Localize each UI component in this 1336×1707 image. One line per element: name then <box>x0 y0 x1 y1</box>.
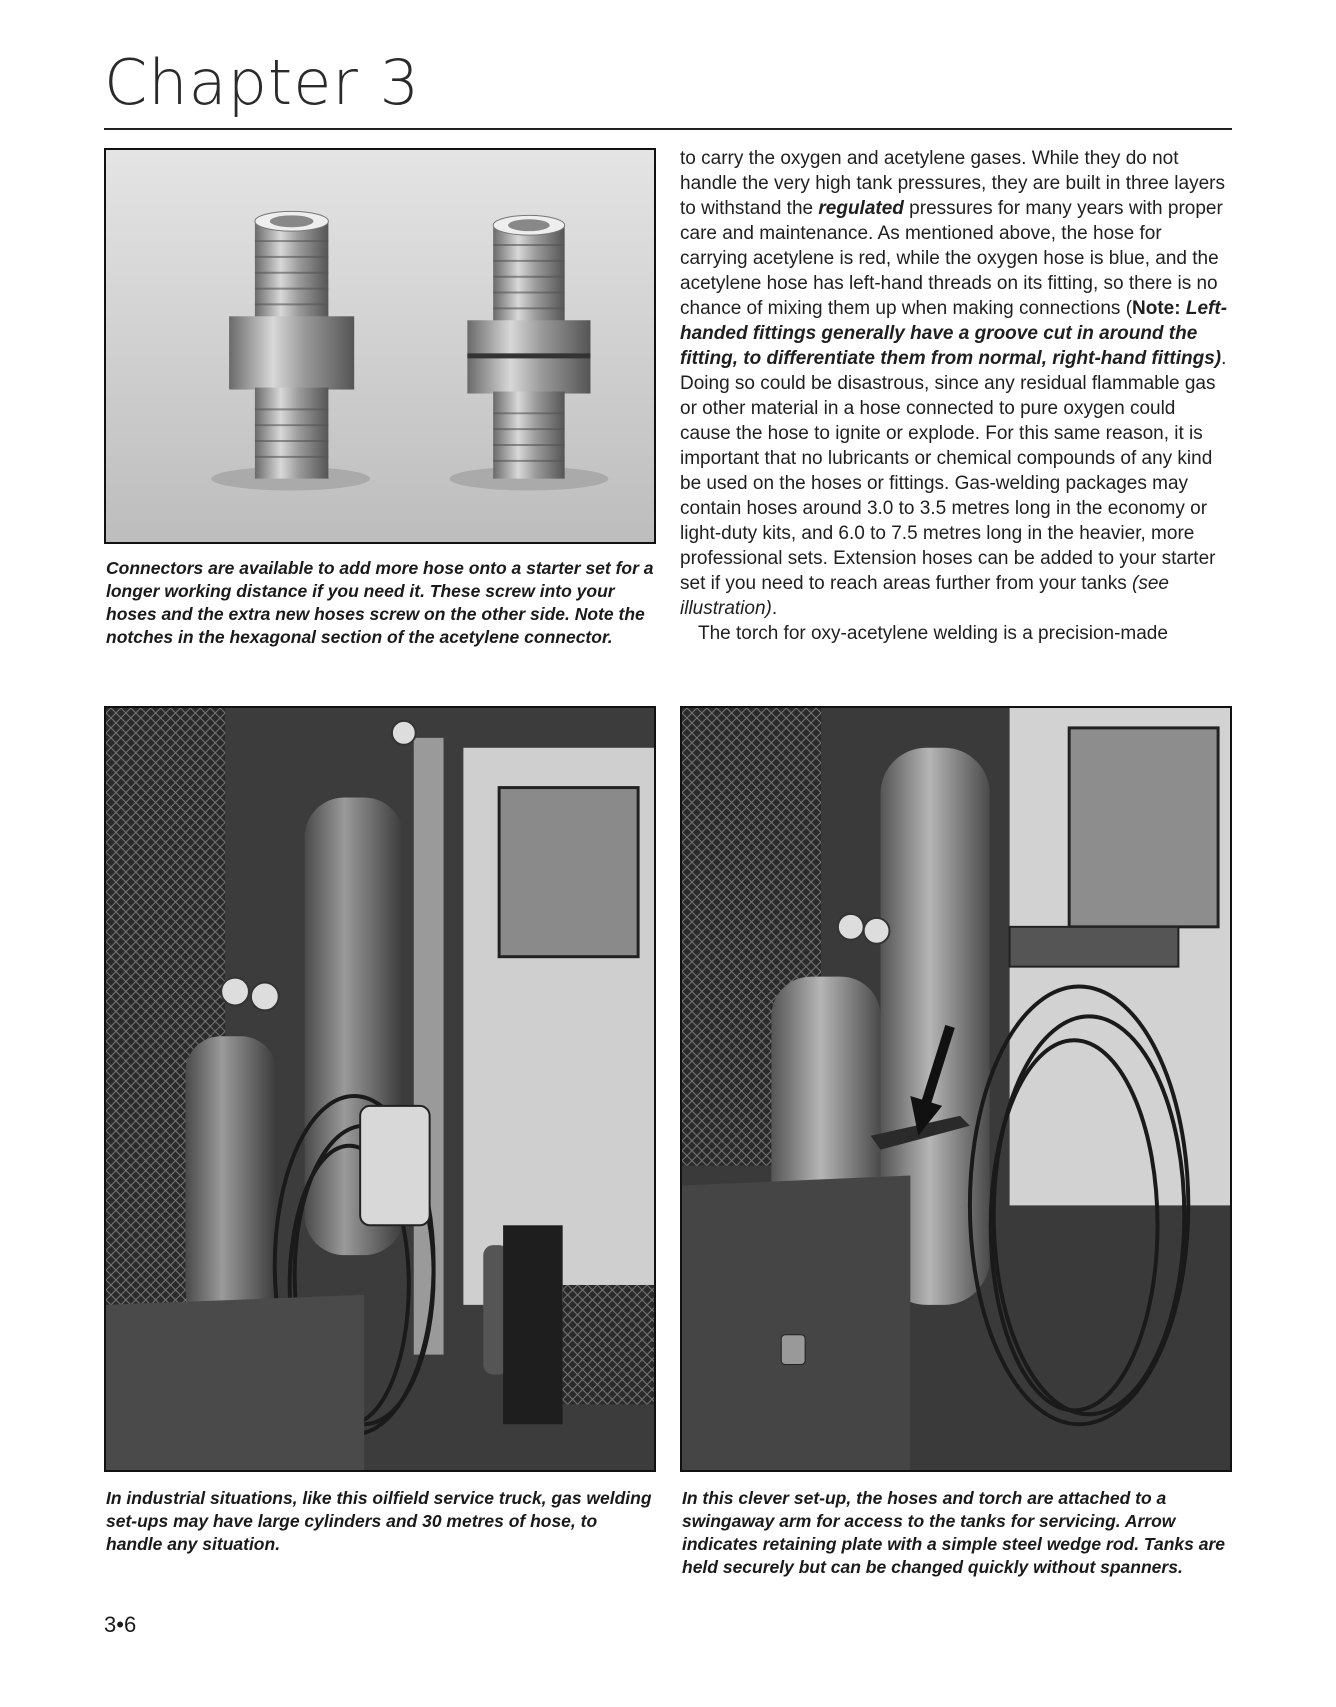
body-paragraph-1: to carry the oxygen and acetylene gases. While they do not handle the very high tank pressures, they are built in three layers to withstand the regulated pressures for many years with proper care and maintenance. As mentioned above, the hose for carrying acetylene is red, while the oxygen hose is blue, and the acetylene hose has left-hand threads on its fitting, so there is no chance of mixing them up when making connections (Note: Left-handed fittings generally have a groove cut in around the fitting, to differentiate them from normal, right-hand fittings). Doing so could be disastrous, since any residual flammable gas or other material in a hose connected to pure oxygen could cause the hose to ignite or explode. For this same reason, it is important that no lubricants or chemical compounds of any kind be used on the hoses or fittings. Gas-welding packages may contain hoses around 3.0 to 3.5 metres long in the economy or light-duty kits, and 6.0 to 7.5 metres long in the heavier, more professional sets. Extension hoses can be added to your starter set if you need to reach areas further from your tanks (see illustration). <box>680 148 1228 619</box>
photo-hose-connectors <box>104 148 656 544</box>
figure-caption-connectors: Connectors are available to add more hose onto a starter set for a longer working distance if you need it. These screw into your hoses and the extra new hoses screw on the other side. Note the notches in the hexagonal section of the acetylene connector. <box>106 558 654 647</box>
chapter-title: Chapter 3 <box>104 46 421 119</box>
photo-swingaway-arm <box>680 706 1232 1472</box>
photo-oilfield-truck <box>104 706 656 1472</box>
body-paragraph-2: The torch for oxy-acetylene welding is a precision-made <box>698 623 1168 644</box>
page-number: 3•6 <box>104 1612 137 1637</box>
figure-caption-oilfield-truck: In industrial situations, like this oilfield service truck, gas welding set-ups may have large cylinders and 30 metres of hose, to handle any situation. <box>106 1488 652 1554</box>
figure-caption-swingaway-arm: In this clever set-up, the hoses and torch are attached to a swingaway arm for access to the tanks for servicing. Arrow indicates retaining plate with a simple steel wedge rod. Tanks are held securely but can be changed quickly without spanners. <box>682 1488 1225 1577</box>
title-rule <box>104 128 1232 130</box>
body-text <box>680 146 1230 646</box>
